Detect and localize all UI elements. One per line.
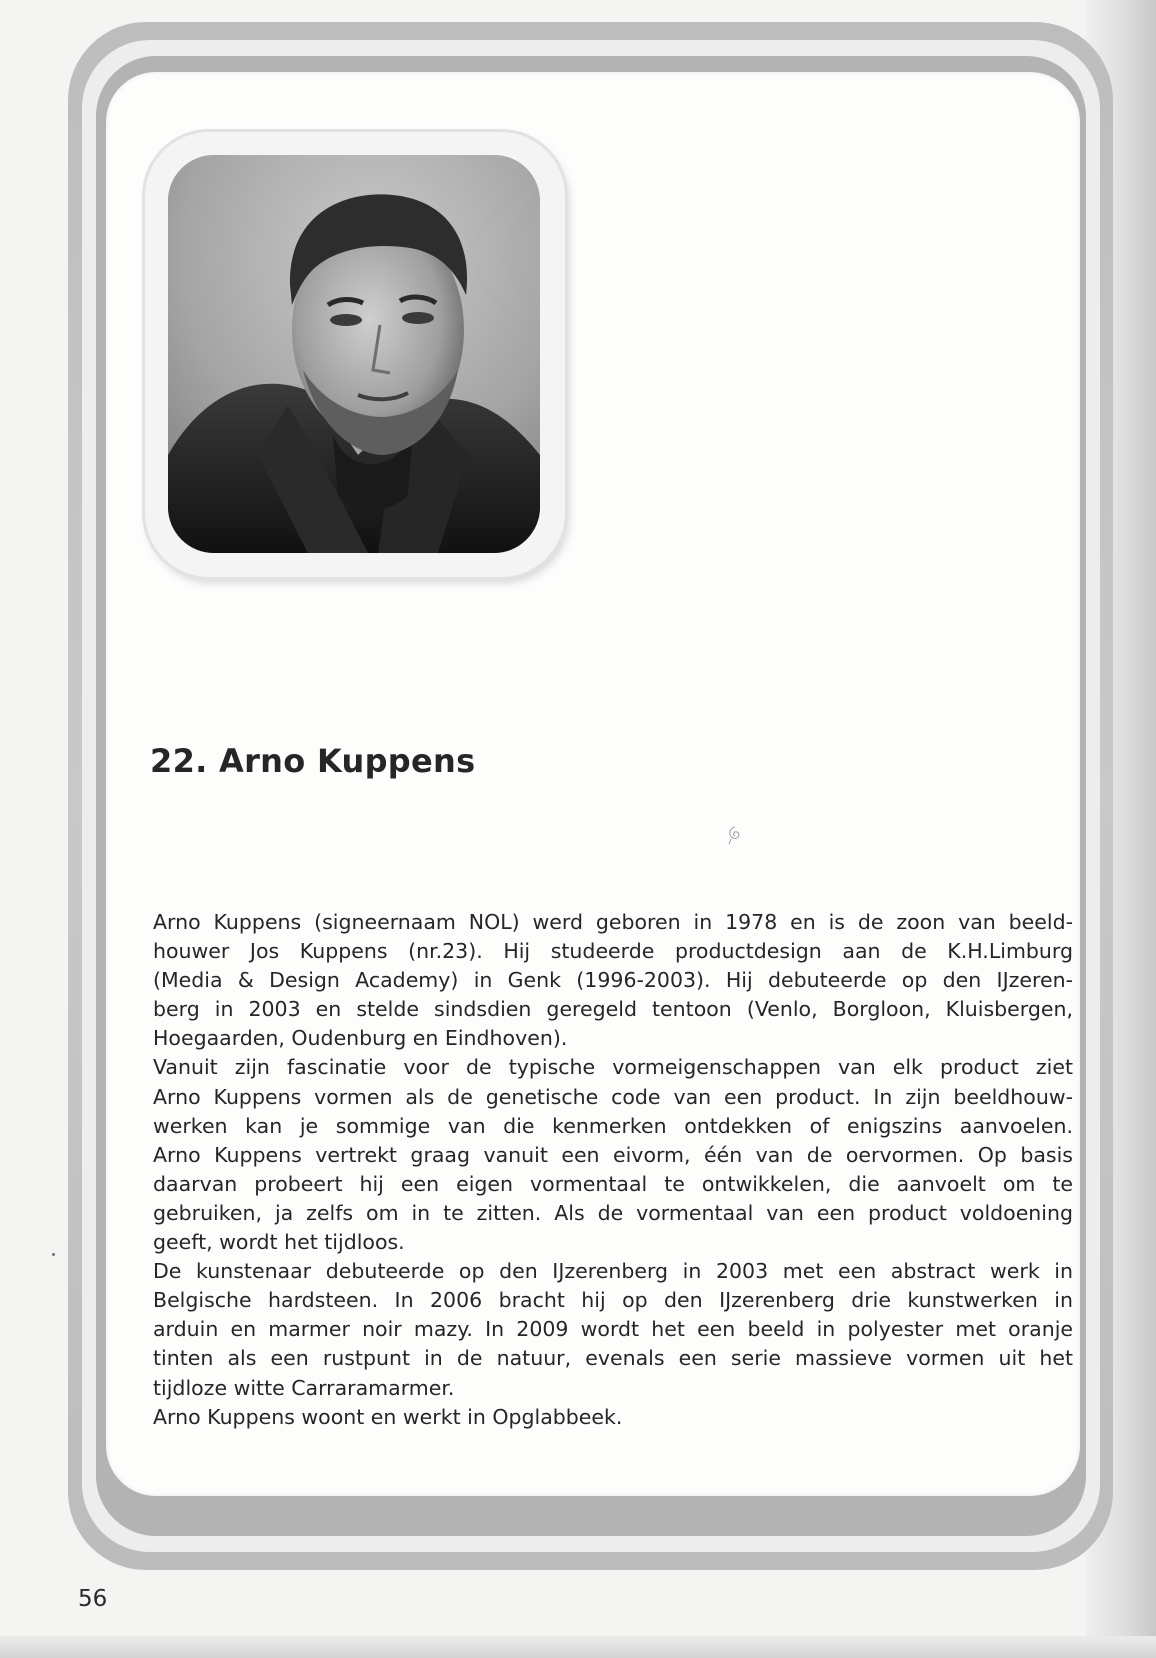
portrait-photo bbox=[168, 155, 540, 553]
body-line: gebruiken, ja zelfs om in te zitten. Als de vormentaal van een product voldoening bbox=[153, 1200, 1073, 1225]
body-line: tijdloze witte Carraramarmer. bbox=[153, 1375, 455, 1400]
body-line: berg in 2003 en stelde sindsdien geregeld tentoon (Venlo, Borgloon, Kluisbergen, bbox=[153, 997, 1073, 1022]
page-number: 56 bbox=[78, 1586, 108, 1612]
body-line: geeft, wordt het tijdloos. bbox=[153, 1230, 405, 1255]
body-line: Arno Kuppens vormen als de genetische code van een product. In zijn beeldhouw- bbox=[153, 1084, 1073, 1109]
body-line: arduin en marmer noir mazy. In 2009 wordt het een beeld in polyester met oranje bbox=[153, 1317, 1073, 1342]
body-line: De kunstenaar debuteerde op den IJzerenberg in 2003 met een abstract werk in bbox=[153, 1259, 1073, 1284]
body-line: werken kan je sommige van die kenmerken ontdekken of enigszins aanvoelen. bbox=[153, 1113, 1073, 1138]
body-line: houwer Jos Kuppens (nr.23). Hij studeerde productdesign aan de K.H.Limburg bbox=[153, 939, 1073, 964]
body-line: Vanuit zijn fascinatie voor de typische vormeigenschappen van elk product ziet bbox=[153, 1055, 1073, 1080]
body-line: (Media & Design Academy) in Genk (1996-2003). Hij debuteerde op den IJzeren- bbox=[153, 968, 1073, 993]
body-line: tinten als een rustpunt in de natuur, evenals een serie massieve vormen uit het bbox=[153, 1346, 1073, 1371]
body-line: Arno Kuppens woont en werkt in Opglabbeek. bbox=[153, 1404, 623, 1429]
page-bottom-shadow bbox=[0, 1636, 1156, 1658]
body-line: daarvan probeert hij een eigen vormentaal te ontwikkelen, die aanvoelt om te bbox=[153, 1171, 1073, 1196]
portrait-illustration bbox=[168, 155, 540, 553]
body-line: Arno Kuppens vertrekt graag vanuit een eivorm, één van de oervormen. Op basis bbox=[153, 1142, 1073, 1167]
article-body bbox=[153, 908, 1073, 1432]
body-line: Arno Kuppens (signeernaam NOL) werd geboren in 1978 en is de zoon van beeld- bbox=[153, 910, 1073, 934]
stray-dot bbox=[52, 1253, 55, 1256]
body-line: Belgische hardsteen. In 2006 bracht hij op den IJzerenberg drie kunstwerken in bbox=[153, 1288, 1073, 1313]
body-line: Hoegaarden, Oudenburg en Eindhoven). bbox=[153, 1026, 568, 1051]
article-heading: 22. Arno Kuppens bbox=[150, 742, 476, 780]
stray-pencil-mark bbox=[725, 824, 745, 846]
